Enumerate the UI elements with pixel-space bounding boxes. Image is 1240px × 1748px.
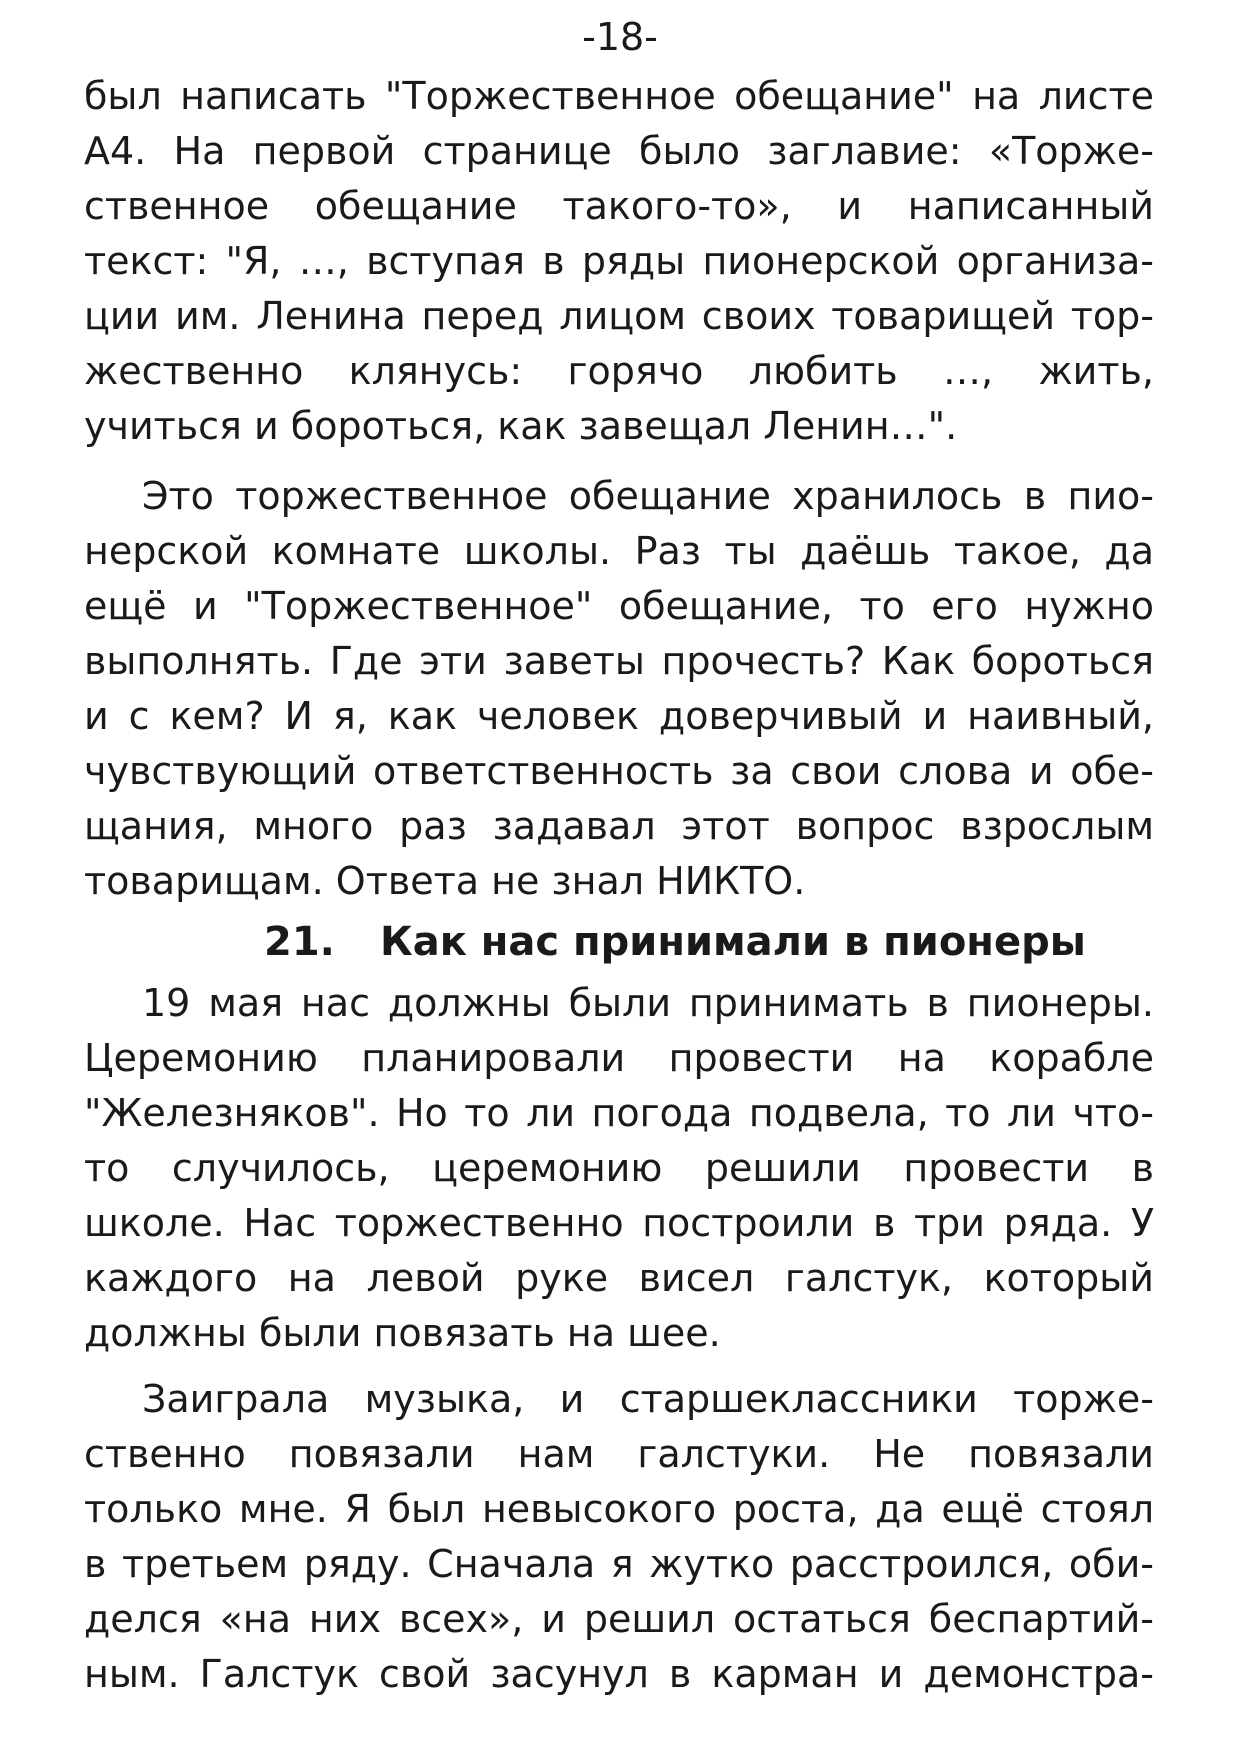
paragraph-2 bbox=[84, 469, 1154, 909]
text-line: Церемонию планировали провести на корабле bbox=[84, 1036, 1154, 1080]
text-line: ственное обещание такого-то», и написанный bbox=[84, 184, 1154, 228]
text-line: товарищам. Ответа не знал НИКТО. bbox=[84, 859, 806, 903]
section-number: 21. bbox=[264, 919, 335, 965]
text-line: текст: "Я, …, вступая в ряды пионерской организа- bbox=[84, 239, 1154, 283]
text-line: школе. Нас торжественно построили в три ряда. У bbox=[84, 1201, 1154, 1245]
text-line: чувствующий ответственность за свои слова и обе- bbox=[84, 749, 1154, 793]
text-line: ещё и "Торжественное" обещание, то его нужно bbox=[84, 584, 1154, 628]
text-line: нерской комнате школы. Раз ты даёшь такое, да bbox=[84, 529, 1154, 573]
text-line: Заиграла музыка, и старшеклассники торже- bbox=[142, 1377, 1154, 1421]
section-heading bbox=[84, 913, 1154, 971]
text-line: 19 мая нас должны были принимать в пионеры. bbox=[142, 981, 1154, 1025]
text-line: жественно клянусь: горячо любить …, жить, bbox=[84, 349, 1154, 393]
text-line: щания, много раз задавал этот вопрос взрослым bbox=[84, 804, 1154, 848]
paragraph-4 bbox=[84, 1372, 1154, 1702]
text-line: делся «на них всех», и решил остаться беспартий- bbox=[84, 1597, 1154, 1641]
text-line: каждого на левой руке висел галстук, который bbox=[84, 1256, 1154, 1300]
text-line: и с кем? И я, как человек доверчивый и наивный, bbox=[84, 694, 1154, 738]
paragraph-3 bbox=[84, 976, 1154, 1361]
section-title: Как нас принимали в пионеры bbox=[380, 919, 1086, 965]
text-line: ственно повязали нам галстуки. Не повязали bbox=[84, 1432, 1154, 1476]
paragraph-1 bbox=[84, 69, 1154, 454]
text-line: был написать "Торжественное обещание" на листе bbox=[84, 74, 1154, 118]
text-line: "Железняков". Но то ли погода подвела, то ли что- bbox=[84, 1091, 1154, 1135]
text-line: только мне. Я был невысокого роста, да ещё стоял bbox=[84, 1487, 1154, 1531]
text-line: в третьем ряду. Сначала я жутко расстроился, оби- bbox=[84, 1542, 1154, 1586]
text-line: то случилось, церемонию решили провести в bbox=[84, 1146, 1154, 1190]
text-line: Это торжественное обещание хранилось в пио- bbox=[142, 474, 1154, 518]
page-number: -18- bbox=[582, 15, 658, 59]
text-line: А4. На первой странице было заглавие: «Торже- bbox=[84, 129, 1154, 173]
text-line: ным. Галстук свой засунул в карман и демонстра- bbox=[84, 1652, 1154, 1696]
text-line: выполнять. Где эти заветы прочесть? Как бороться bbox=[84, 639, 1154, 683]
text-line: учиться и бороться, как завещал Ленин…". bbox=[84, 404, 958, 448]
text-line: должны были повязать на шее. bbox=[84, 1311, 721, 1355]
text-line: ции им. Ленина перед лицом своих товарищей тор- bbox=[84, 294, 1154, 338]
